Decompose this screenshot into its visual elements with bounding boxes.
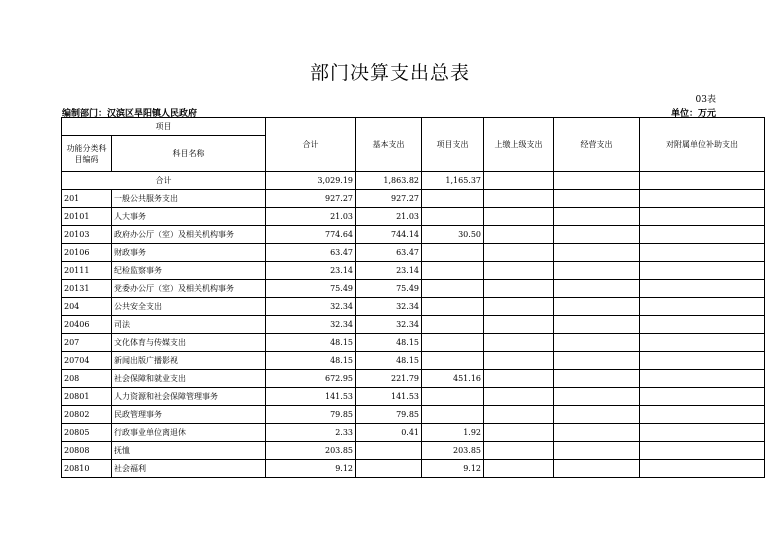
page-title: 部门决算支出总表 (309, 62, 470, 84)
total-subsidy (640, 172, 765, 190)
cell-project: 30.50 (422, 226, 484, 244)
cell-total: 672.95 (266, 370, 356, 388)
cell-basic: 63.47 (356, 244, 422, 262)
cell-upper (484, 334, 554, 352)
cell-upper (484, 352, 554, 370)
cell-total: 32.34 (266, 298, 356, 316)
cell-project (422, 190, 484, 208)
cell-business (554, 442, 640, 460)
cell-subsidy (640, 280, 765, 298)
cell-project (422, 244, 484, 262)
cell-name: 人大事务 (112, 208, 266, 226)
table-row (62, 352, 765, 370)
cell-business (554, 352, 640, 370)
cell-subsidy (640, 226, 765, 244)
header-total: 合计 (266, 118, 356, 172)
cell-total: 79.85 (266, 406, 356, 424)
cell-name: 一般公共服务支出 (112, 190, 266, 208)
header-func-code: 功能分类科目编码 (62, 136, 112, 172)
cell-business (554, 316, 640, 334)
table-row (62, 442, 765, 460)
cell-subsidy (640, 406, 765, 424)
cell-code: 20406 (62, 316, 112, 334)
cell-basic: 744.14 (356, 226, 422, 244)
table-row (62, 298, 765, 316)
cell-code: 20704 (62, 352, 112, 370)
cell-code: 20808 (62, 442, 112, 460)
table-code: 03表 (695, 95, 716, 105)
cell-upper (484, 298, 554, 316)
cell-business (554, 262, 640, 280)
cell-name: 文化体育与传媒支出 (112, 334, 266, 352)
total-row (62, 172, 765, 190)
cell-code: 20805 (62, 424, 112, 442)
cell-subsidy (640, 298, 765, 316)
cell-subsidy (640, 388, 765, 406)
cell-upper (484, 442, 554, 460)
expenditure-table (61, 117, 765, 478)
total-label: 合计 (62, 172, 266, 190)
header-basic: 基本支出 (356, 118, 422, 172)
cell-subsidy (640, 460, 765, 478)
cell-code: 20101 (62, 208, 112, 226)
table-row (62, 334, 765, 352)
cell-upper (484, 460, 554, 478)
cell-subsidy (640, 262, 765, 280)
cell-code: 207 (62, 334, 112, 352)
cell-name: 社会保障和就业支出 (112, 370, 266, 388)
cell-business (554, 226, 640, 244)
table-row (62, 370, 765, 388)
cell-upper (484, 262, 554, 280)
table-row (62, 208, 765, 226)
cell-basic: 32.34 (356, 316, 422, 334)
cell-total: 32.34 (266, 316, 356, 334)
cell-subsidy (640, 316, 765, 334)
cell-upper (484, 208, 554, 226)
cell-total: 9.12 (266, 460, 356, 478)
cell-code: 20106 (62, 244, 112, 262)
cell-name: 党委办公厅（室）及相关机构事务 (112, 280, 266, 298)
cell-business (554, 298, 640, 316)
cell-basic: 0.41 (356, 424, 422, 442)
cell-business (554, 388, 640, 406)
table-row (62, 280, 765, 298)
cell-code: 20131 (62, 280, 112, 298)
cell-basic: 79.85 (356, 406, 422, 424)
cell-project (422, 208, 484, 226)
cell-basic: 75.49 (356, 280, 422, 298)
cell-project: 203.85 (422, 442, 484, 460)
cell-total: 927.27 (266, 190, 356, 208)
cell-subsidy (640, 244, 765, 262)
cell-subsidy (640, 208, 765, 226)
cell-project: 451.16 (422, 370, 484, 388)
cell-basic: 32.34 (356, 298, 422, 316)
cell-code: 20810 (62, 460, 112, 478)
cell-code: 20802 (62, 406, 112, 424)
cell-subsidy (640, 424, 765, 442)
cell-name: 社会福利 (112, 460, 266, 478)
cell-name: 抚恤 (112, 442, 266, 460)
cell-total: 75.49 (266, 280, 356, 298)
header-business: 经营支出 (554, 118, 640, 172)
cell-project (422, 334, 484, 352)
header-subsidy: 对附属单位补助支出 (640, 118, 765, 172)
cell-upper (484, 280, 554, 298)
unit-label: 单位：万元 (670, 109, 716, 119)
table-row (62, 406, 765, 424)
cell-total: 48.15 (266, 334, 356, 352)
cell-upper (484, 406, 554, 424)
cell-business (554, 334, 640, 352)
table-row (62, 226, 765, 244)
cell-total: 21.03 (266, 208, 356, 226)
cell-upper (484, 316, 554, 334)
cell-code: 20103 (62, 226, 112, 244)
cell-total: 774.64 (266, 226, 356, 244)
total-basic: 1,863.82 (356, 172, 422, 190)
cell-code: 208 (62, 370, 112, 388)
cell-basic: 21.03 (356, 208, 422, 226)
cell-code: 201 (62, 190, 112, 208)
cell-business (554, 370, 640, 388)
cell-upper (484, 190, 554, 208)
table-row (62, 460, 765, 478)
header-item: 项目 (62, 118, 266, 136)
cell-name: 公共安全支出 (112, 298, 266, 316)
cell-name: 新闻出版广播影视 (112, 352, 266, 370)
cell-subsidy (640, 352, 765, 370)
cell-total: 63.47 (266, 244, 356, 262)
cell-project (422, 316, 484, 334)
cell-business (554, 460, 640, 478)
header-subject-name: 科目名称 (112, 136, 266, 172)
cell-basic: 23.14 (356, 262, 422, 280)
cell-subsidy (640, 334, 765, 352)
cell-project (422, 262, 484, 280)
cell-business (554, 406, 640, 424)
cell-total: 203.85 (266, 442, 356, 460)
cell-project (422, 298, 484, 316)
cell-code: 20801 (62, 388, 112, 406)
cell-name: 人力资源和社会保障管理事务 (112, 388, 266, 406)
cell-upper (484, 424, 554, 442)
cell-basic (356, 442, 422, 460)
table-row (62, 262, 765, 280)
total-total: 3,029.19 (266, 172, 356, 190)
header-upper: 上缴上级支出 (484, 118, 554, 172)
cell-business (554, 208, 640, 226)
cell-upper (484, 226, 554, 244)
cell-name: 纪检监察事务 (112, 262, 266, 280)
cell-project: 1.92 (422, 424, 484, 442)
cell-project: 9.12 (422, 460, 484, 478)
cell-basic: 927.27 (356, 190, 422, 208)
cell-business (554, 424, 640, 442)
cell-basic: 48.15 (356, 334, 422, 352)
table-row (62, 244, 765, 262)
cell-project (422, 352, 484, 370)
header-project: 项目支出 (422, 118, 484, 172)
cell-basic (356, 460, 422, 478)
cell-total: 2.33 (266, 424, 356, 442)
cell-business (554, 280, 640, 298)
table-row (62, 316, 765, 334)
cell-subsidy (640, 442, 765, 460)
cell-code: 204 (62, 298, 112, 316)
cell-basic: 221.79 (356, 370, 422, 388)
department-label: 编制部门：汉滨区旱阳镇人民政府 (62, 109, 198, 119)
total-business (554, 172, 640, 190)
cell-name: 政府办公厅（室）及相关机构事务 (112, 226, 266, 244)
table-row (62, 388, 765, 406)
table-row (62, 424, 765, 442)
cell-business (554, 244, 640, 262)
cell-name: 司法 (112, 316, 266, 334)
cell-upper (484, 244, 554, 262)
total-project: 1,165.37 (422, 172, 484, 190)
cell-name: 民政管理事务 (112, 406, 266, 424)
cell-name: 财政事务 (112, 244, 266, 262)
cell-project (422, 406, 484, 424)
cell-code: 20111 (62, 262, 112, 280)
cell-business (554, 190, 640, 208)
cell-project (422, 280, 484, 298)
cell-total: 141.53 (266, 388, 356, 406)
cell-upper (484, 388, 554, 406)
cell-project (422, 388, 484, 406)
table-row (62, 190, 765, 208)
cell-subsidy (640, 190, 765, 208)
total-upper (484, 172, 554, 190)
cell-upper (484, 370, 554, 388)
cell-name: 行政事业单位离退休 (112, 424, 266, 442)
cell-total: 23.14 (266, 262, 356, 280)
cell-subsidy (640, 370, 765, 388)
cell-basic: 141.53 (356, 388, 422, 406)
cell-total: 48.15 (266, 352, 356, 370)
cell-basic: 48.15 (356, 352, 422, 370)
